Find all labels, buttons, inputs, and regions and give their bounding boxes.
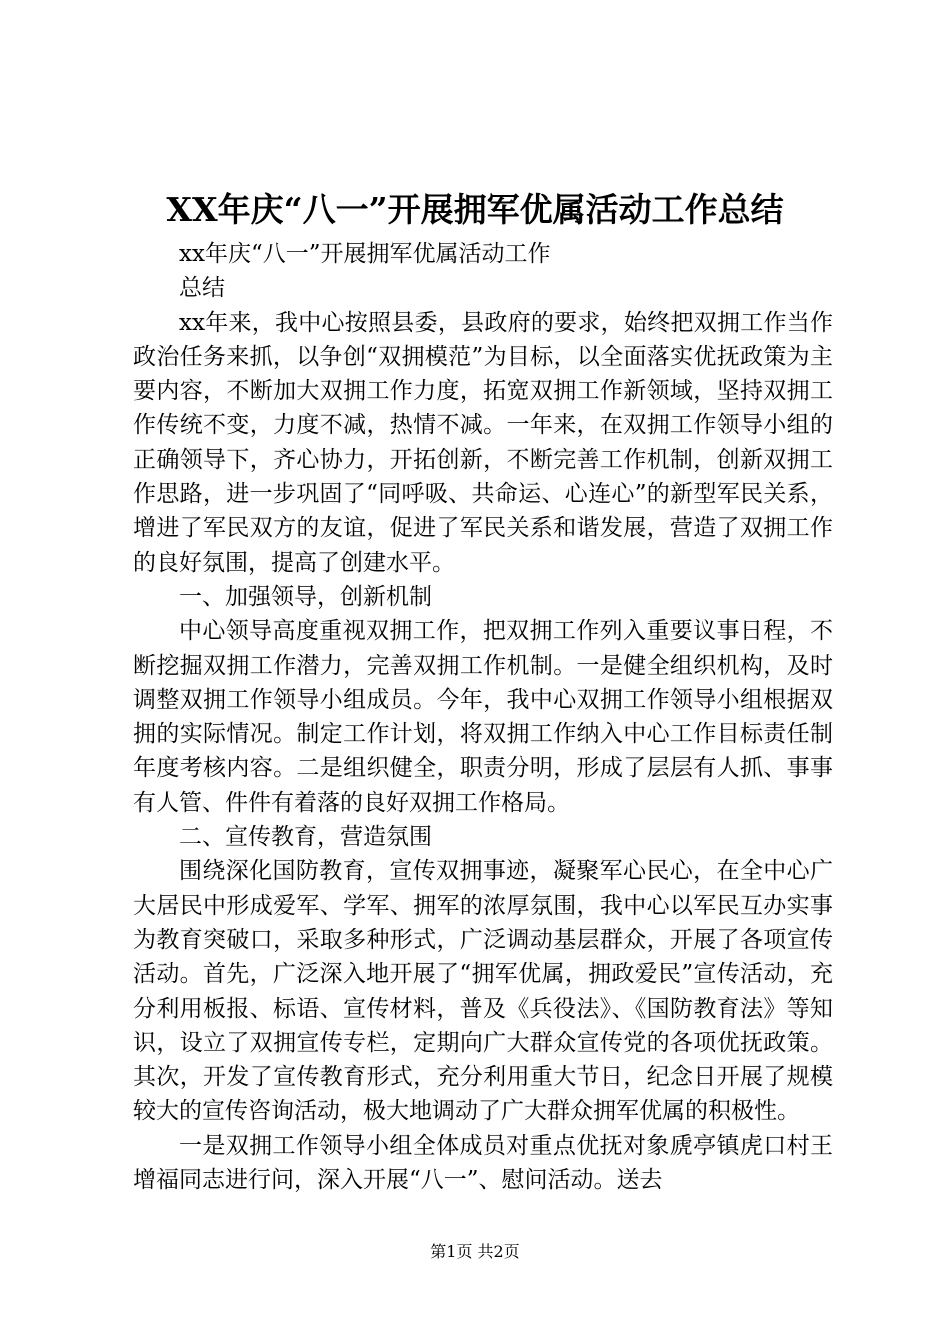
subtitle-line-1: xx年庆“八一”开展拥军优属活动工作 bbox=[179, 241, 551, 267]
document-body bbox=[133, 237, 833, 1197]
section-heading-1: 一、加强领导，创新机制 bbox=[179, 583, 432, 610]
section-paragraph-1: 中心领导高度重视双拥工作，把双拥工作列入重要议事日程，不断挖掘双拥工作潜力，完善双拥工作机制。一是健全组织机构，及时调整双拥工作领导小组成员。今年，我中心双拥工作领导小组根据双拥的实际情况。制定工作计划，将双拥工作纳入中心工作目标责任制年度考核内容。二是组织健全，职责分明，形成了层层有人抓、事事有人管、件件有着落的良好双拥工作格局。 bbox=[133, 618, 833, 816]
subtitle-line-2: 总结 bbox=[179, 275, 225, 302]
page-number-footer: 第1页 共2页 bbox=[430, 1242, 520, 1261]
document-title: XX年庆“八一”开展拥军优属活动工作总结 bbox=[166, 190, 784, 229]
section-paragraph-3: 一是双拥工作领导小组全体成员对重点优抚对象虒亭镇虎口村王增福同志进行问，深入开展“八一”、慰问活动。送去 bbox=[133, 1132, 833, 1194]
intro-paragraph: xx年来，我中心按照县委，县政府的要求，始终把双拥工作当作政治任务来抓，以争创“双拥模范”为目标，以全面落实优抚政策为主要内容，不断加大双拥工作力度，拓宽双拥工作新领域，坚持双拥工作传统不变，力度不减，热情不减。一年来，在双拥工作领导小组的正确领导下，齐心协力，开拓创新，不断完善工作机制，创新双拥工作思路，进一步巩固了“同呼吸、共命运、心连心”的新型军民关系，增进了军民双方的友谊，促进了军民关系和谐发展，营造了双拥工作的良好氛围，提高了创建水平。 bbox=[133, 309, 833, 576]
section-paragraph-2: 围绕深化国防教育，宣传双拥事迹，凝聚军心民心，在全中心广大居民中形成爱军、学军、拥军的浓厚氛围，我中心以军民互办实事为教育突破口，采取多种形式，广泛调动基层群众，开展了各项宣传活动。首先，广泛深入地开展了“拥军优属，拥政爱民”宣传活动，充分利用板报、标语、宣传材料，普及《兵役法》、《国防教育法》等知识，设立了双拥宣传专栏，定期向广大群众宣传党的各项优抚政策。其次，开发了宣传教育形式，充分利用重大节日，纪念日开展了规模较大的宣传咨询活动，极大地调动了广大群众拥军优属的积极性。 bbox=[133, 858, 833, 1125]
section-heading-2: 二、宣传教育，营造氛围 bbox=[179, 824, 432, 851]
